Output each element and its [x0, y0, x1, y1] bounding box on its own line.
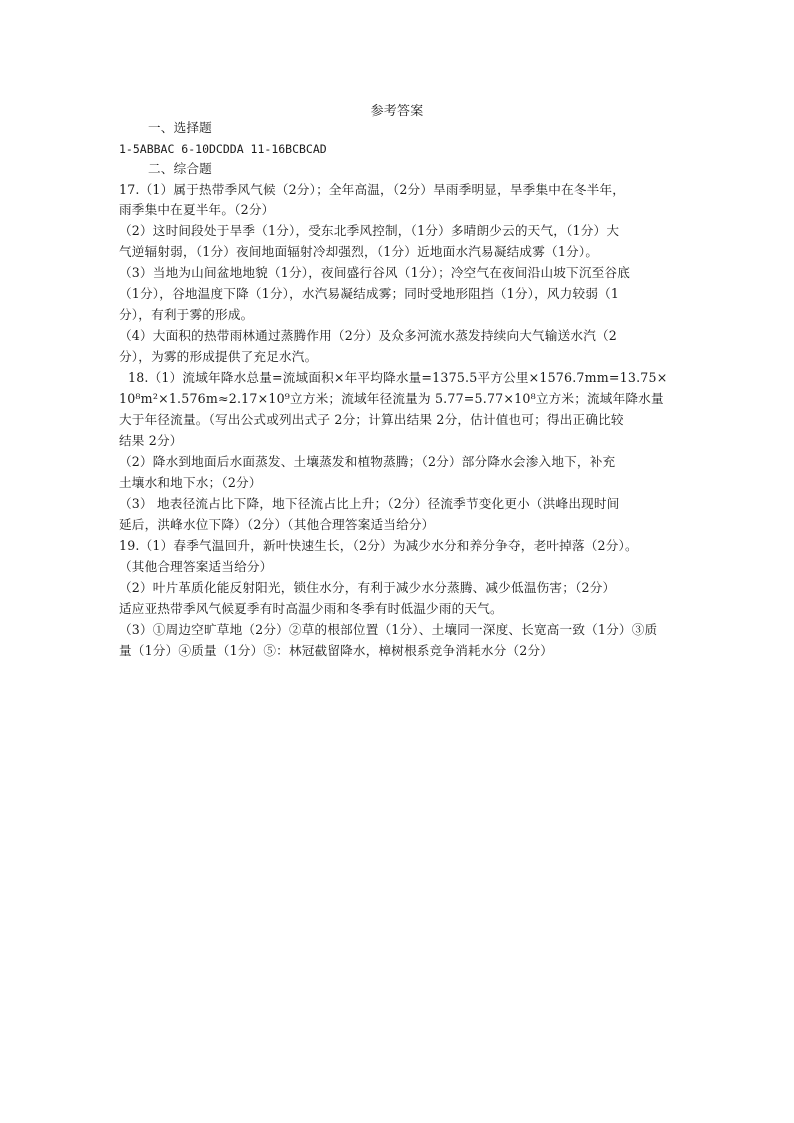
answer-line: 分），为雾的形成提供了充足水汽。 — [119, 349, 318, 364]
answer-line: 土壤水和地下水；（2分） — [119, 475, 262, 490]
choice-answers: 1-5ABBAC 6-10DCDDA 11-16BCBCAD — [119, 142, 327, 156]
answer-line: 气逆辐射弱，（1分）夜间地面辐射冷却强烈，（1分）近地面水汽易凝结成雾（1分）。 — [119, 244, 599, 259]
answer-line: 18.（1）流域年降水总量=流域面积×年平均降水量=1375.5平方公里×1576.7mm=13.75× — [128, 370, 668, 385]
answer-line: （4）大面积的热带雨林通过蒸腾作用（2分）及众多河流水蒸发持续向大气输送水汽（2 — [119, 328, 618, 343]
answer-line: （其他合理答案适当给分） — [119, 559, 273, 574]
answer-line: 17.（1）属于热带季风气候（2分）；全年高温，（2分）旱雨季明显，旱季集中在冬半年， — [119, 182, 626, 197]
answer-line: 大于年径流量。（写出公式或列出式子 2分；计算出结果 2分，估计值也可；得出正确比较 — [119, 412, 624, 427]
answer-line: （3） 地表径流占比下降，地下径流占比上升；（2分）径流季节变化更小（洪峰出现时间 — [119, 496, 620, 511]
answer-line: 延后，洪峰水位下降）（2分）（其他合理答案适当给分） — [119, 517, 435, 532]
answer-line: （1分），谷地温度下降（1分），水汽易凝结成雾；同时受地形阻挡（1分），风力较弱（1 — [119, 286, 620, 301]
answer-line: 雨季集中在夏半年。（2分） — [119, 202, 275, 217]
answer-line: 适应亚热带季风气候夏季有时高温少雨和冬季有时低温少雨的天气。 — [119, 601, 503, 616]
answer-line: 10⁸m²×1.576m≈2.17×10⁹立方米；流域年径流量为 5.77=5.77×10⁸立方米；流域年降水量 — [119, 391, 664, 406]
section-heading-choice: 一、选择题 — [148, 120, 212, 135]
answer-line: （2）降水到地面后水面蒸发、土壤蒸发和植物蒸腾；（2分）部分降水会渗入地下，补充 — [119, 454, 616, 469]
answer-line: （3）当地为山间盆地地貌（1分），夜间盛行谷风（1分）；冷空气在夜间沿山坡下沉至谷底 — [119, 265, 630, 280]
page-title: 参考答案 — [370, 104, 424, 119]
answer-line: （2）这时间段处于旱季（1分），受东北季风控制，（1分）多晴朗少云的天气，（1分）大 — [119, 223, 620, 238]
answer-line: 结果 2分） — [119, 433, 183, 448]
answer-line: （2）叶片革质化能反射阳光，锁住水分，有利于减少水分蒸腾、减少低温伤害；（2分） — [119, 580, 616, 595]
answer-line: 量（1分）④质量（1分）⑤：林冠截留降水，樟树根系竞争消耗水分（2分） — [119, 643, 554, 658]
answer-line: 19.（1）春季气温回升，新叶快速生长，（2分）为减少水分和养分争夺，老叶掉落（2分）。 — [119, 538, 638, 553]
answer-line: 分），有利于雾的形成。 — [119, 307, 254, 322]
section-heading-comprehensive: 二、综合题 — [148, 161, 212, 176]
answer-line: （3）①周边空旷草地（2分）②草的根部位置（1分）、土壤同一深度、长宽高一致（1分）③质 — [119, 622, 658, 637]
